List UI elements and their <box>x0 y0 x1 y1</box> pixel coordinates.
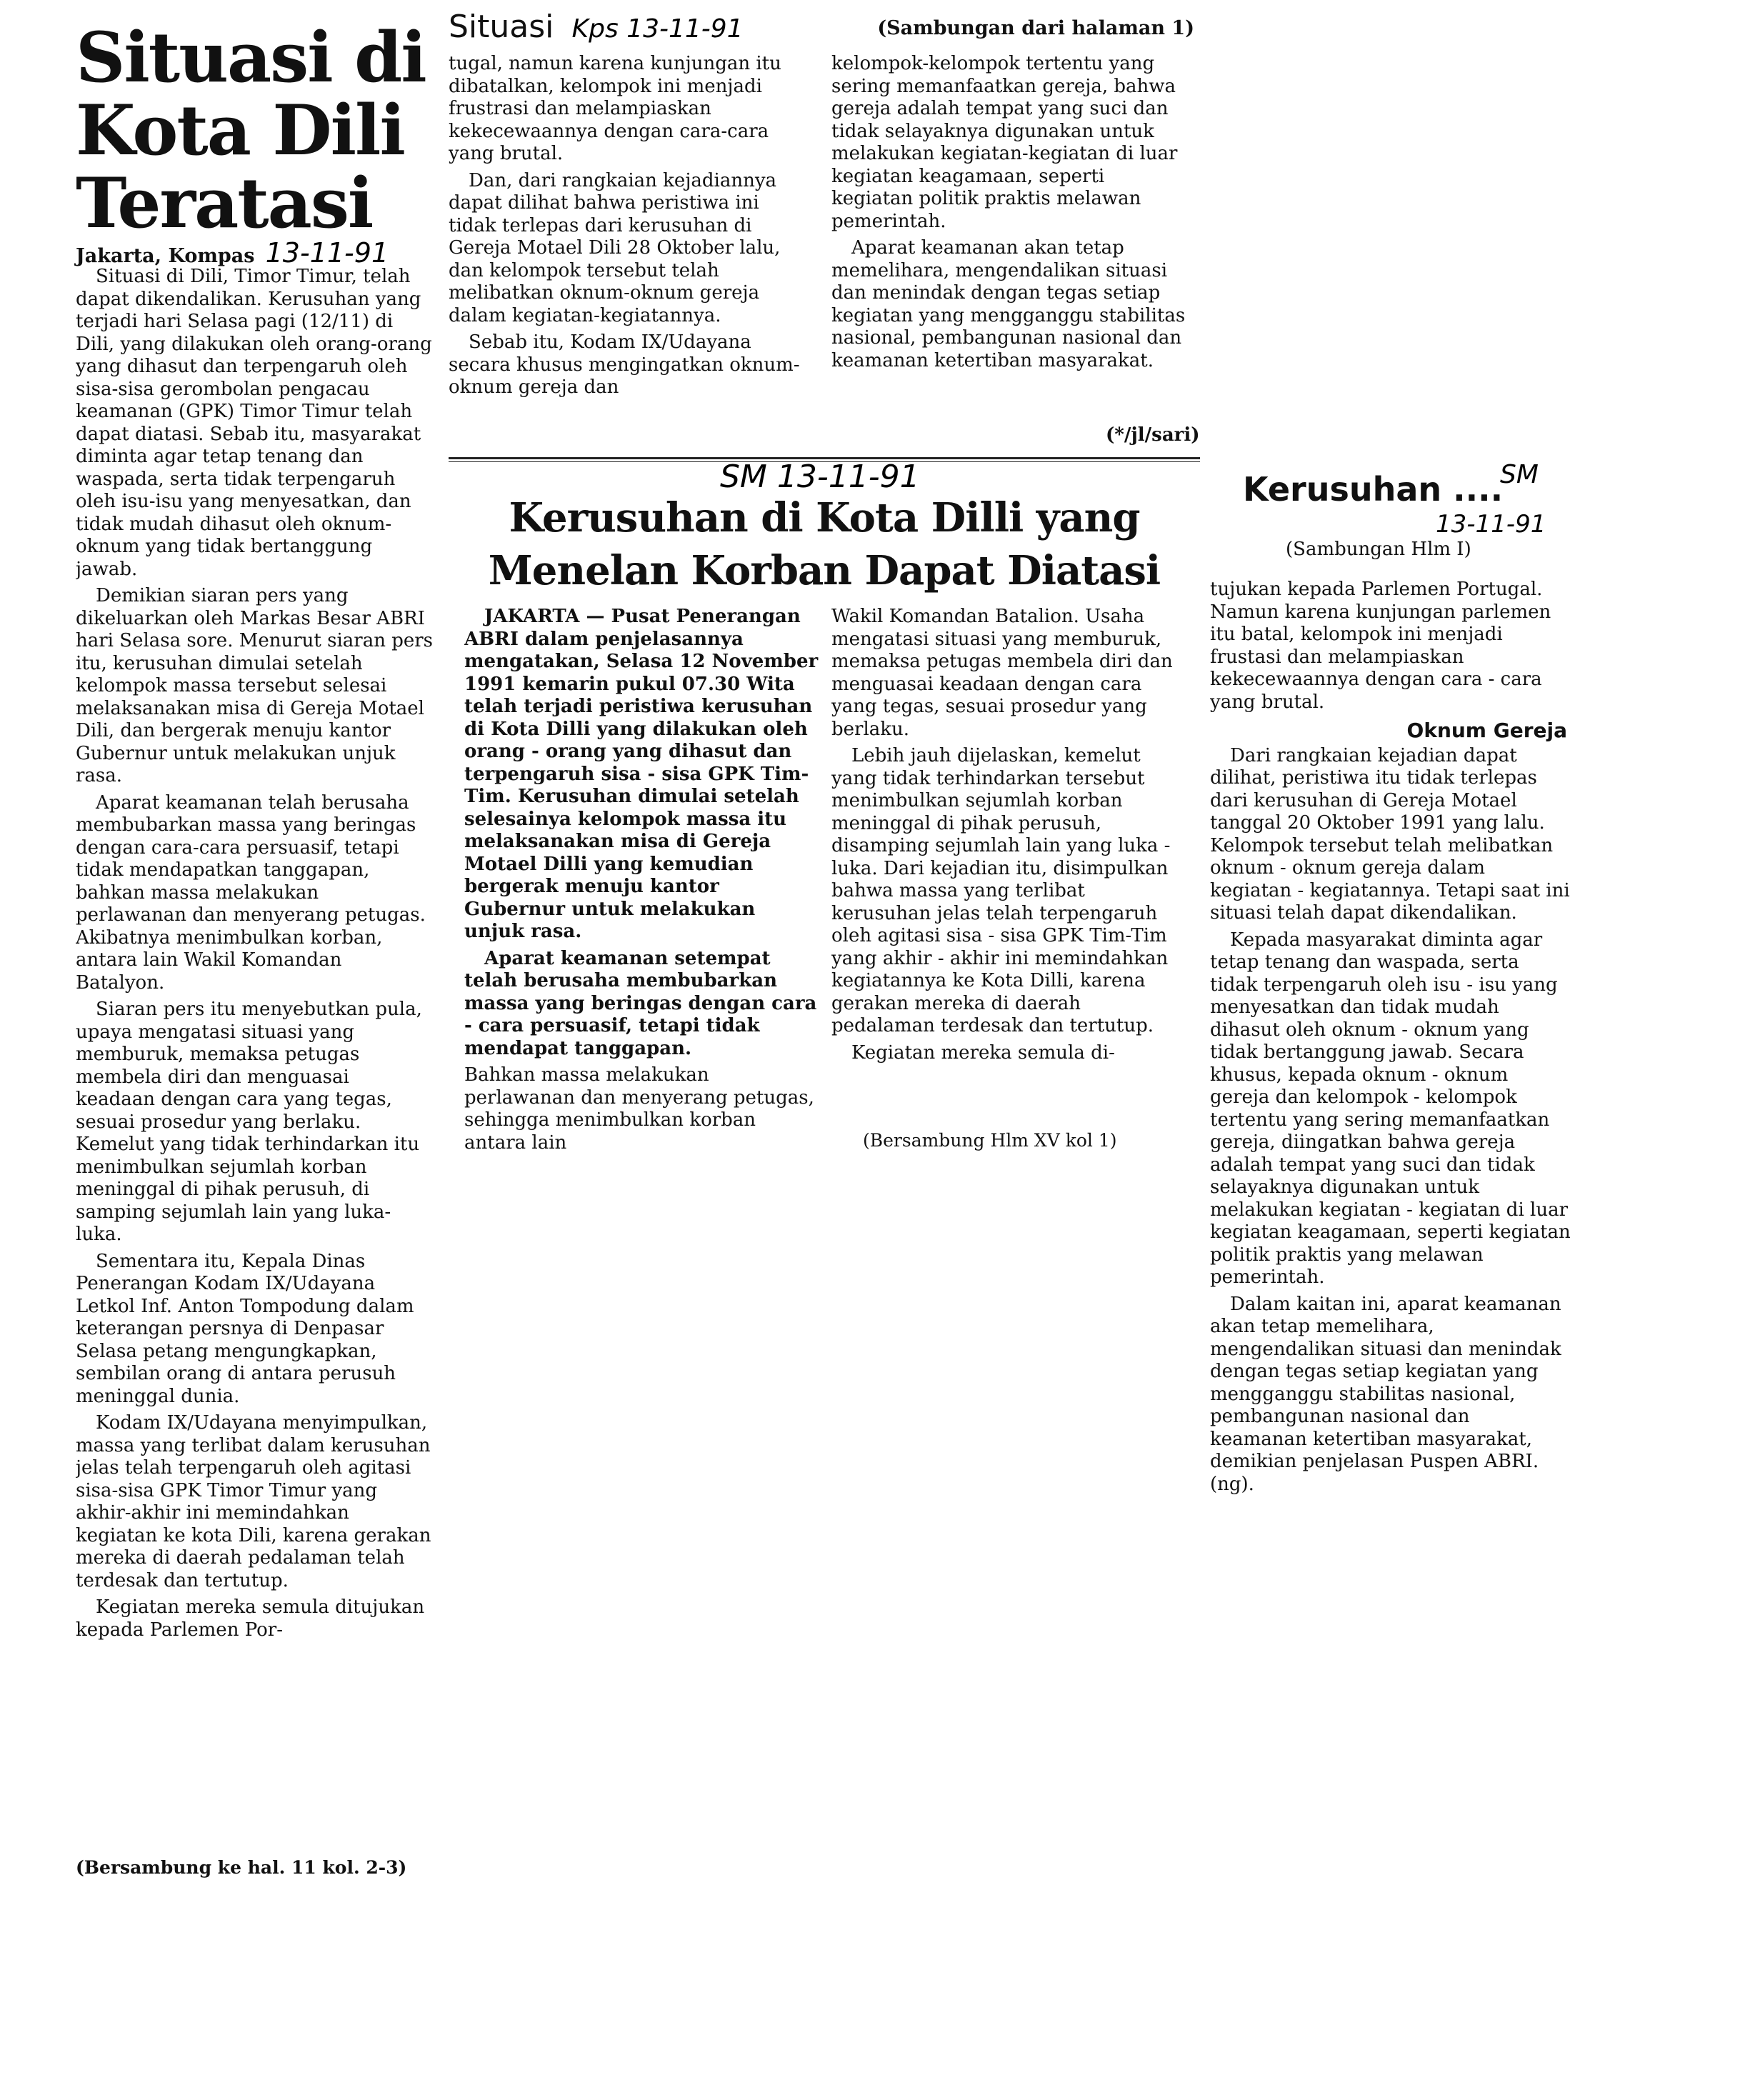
article-2-handwritten-date: Kps 13-11-91 <box>571 14 744 44</box>
article-1-dateline <box>76 237 447 267</box>
article-4 <box>1207 457 1579 1600</box>
subhead: Oknum Gereja <box>1406 719 1567 742</box>
paragraph: Dari rangkaian kejadian dapat dilihat, peristiwa itu tidak terlepas dari kerusuhan di Gereja Motael tanggal 20 Oktober 1991 yang lalu. Kelompok tersebut telah melibatkan oknum - oknum gereja dalam kegiatan - kegiatannya. Tetapi saat ini situasi telah dapat dikendalikan. <box>1210 744 1570 924</box>
paragraph: Aparat keamanan akan tetap memelihara, mengendalikan situasi dan menindak dengan tegas setiap kegiatan yang mengganggu stabilitas nasional, pembangunan nasional dan keamanan ketertiban masyarakat. <box>831 237 1186 371</box>
paragraph: Demikian siaran pers yang dikeluarkan oleh Markas Besar ABRI hari Selasa sore. Menurut siaran pers itu, kerusuhan dimulai setelah kelompok massa tersebut selesai melaksanakan misa di Gereja Motael Dili, dan bergerak menuju kantor Gubernur untuk melakukan unjuk rasa. <box>76 585 433 786</box>
paragraph: Sebab itu, Kodam IX/Udayana secara khusus mengingatkan oknum-oknum gereja dan <box>449 331 800 398</box>
article-3-column-b <box>831 606 1189 1141</box>
paragraph: tugal, namun karena kunjungan itu dibatalkan, kelompok ini menjadi frustrasi dan melampiaskan kekecewaannya dengan cara-cara yang brutal. <box>449 53 781 164</box>
headline-line-1: Situasi di <box>76 17 426 98</box>
article-2-signoff: (*/jl/sari) <box>1106 424 1200 446</box>
article-3-headline <box>449 491 1200 597</box>
paragraph: Kodam IX/Udayana menyimpulkan, massa yang terlibat dalam kerusuhan jelas telah terpengaruh oleh agitasi sisa-sisa GPK Timor Timur yang akhir-akhir ini memindahkan kegiatan ke kota Dili, karena gerakan mereka di daerah pedalaman telah terdesak dan tertutup. <box>76 1412 431 1591</box>
article-4-body <box>1210 579 1571 1593</box>
article-4-header-label: Kerusuhan .... <box>1243 470 1504 509</box>
paragraph: Dan, dari rangkaian kejadiannya dapat dilihat bahwa peristiwa ini tidak terlepas dari kerusuhan di Gereja Motael Dili 28 Oktober lalu, dan kelompok tersebut telah melibatkan oknum-oknum gereja dalam kegiatan-kegiatannya. <box>449 169 781 326</box>
article-2 <box>449 0 1200 450</box>
article-1-headline <box>76 17 433 244</box>
paragraph: tujukan kepada Parlemen Portugal. Namun karena kunjungan parlemen itu batal, kelompok ini menjadi frustasi dan melampiaskan kekecewaannya dengan cara - cara yang brutal. <box>1210 579 1551 713</box>
paragraph: Situasi di Dili, Timor Timur, telah dapat dikendalikan. Kerusuhan yang terjadi hari Selasa pagi (12/11) di Dili, yang dilakukan oleh orang-orang yang dihasut dan terpengaruh oleh sisa-sisa gerombolan pengacau keamanan (GPK) Timor Timur telah dapat diatasi. Sebab itu, masyarakat diminta agar tetap tenang dan waspada, serta tidak terpengaruh oleh isu-isu yang menyesatkan, dan tidak mudah dihasut oleh oknum-oknum yang tidak bertanggung jawab. <box>76 266 432 580</box>
paragraph: Kegiatan mereka semula di- <box>851 1041 1115 1064</box>
paragraph: Kegiatan mereka semula ditujukan kepada Parlemen Por- <box>76 1596 425 1641</box>
article-2-header <box>449 9 1200 50</box>
article-2-header-continued: (Sambungan dari halaman 1) <box>877 17 1194 39</box>
article-4-handwritten-date: 13-11-91 <box>1436 510 1546 539</box>
headline-line-2: Menelan Korban Dapat Diatasi <box>488 547 1161 594</box>
article-1 <box>0 0 443 1893</box>
paragraph: Kepada masyarakat diminta agar tetap tenang dan waspada, serta tidak terpengaruh oleh isu - isu yang menyesatkan dan tidak mudah dihasut oleh oknum - oknum yang tidak bertanggung jawab. Secara khusus, kepada oknum - oknum gereja dan kelompok - kelompok tertentu yang sering memanfaatkan gereja, diingatkan bahwa gereja adalah tempat yang suci dan tidak selayaknya digunakan untuk melakukan kegiatan - kegiatan di luar kegiatan keagamaan, seperti kegiatan politik praktis yang melawan pemerintah. <box>1210 929 1571 1288</box>
dateline-handwritten-date: 13-11-91 <box>265 237 389 269</box>
article-3 <box>449 459 1200 1214</box>
article-3-column-a <box>464 606 821 1177</box>
article-3-continuation: (Bersambung Hlm XV kol 1) <box>863 1130 1117 1151</box>
dateline-text: Jakarta, Kompas <box>76 245 255 267</box>
article-4-handwritten-initials: SM <box>1500 460 1539 489</box>
paragraph: Aparat keamanan telah berusaha membubarkan massa yang beringas dengan cara-cara persuasif, tetapi tidak mendapatkan tanggapan, bahkan massa melakukan perlawanan dan menyerang petugas. Akibatnya menimbulkan korban, antara lain Wakil Komandan Batalyon. <box>76 791 426 994</box>
paragraph: Sementara itu, Kepala Dinas Penerangan Kodam IX/Udayana Letkol Inf. Anton Tompodung dalam keterangan persnya di Denpasar Selasa petang mengungkapkan, sembilan orang di antara perusuh meninggal dunia. <box>76 1250 414 1407</box>
paragraph: Lebih jauh dijelaskan, kemelut yang tidak terhindarkan tersebut menimbulkan sejumlah korban meninggal di pihak perusuh, disamping sejumlah lain yang luka - luka. Dari kejadian itu, disimpulkan bahwa massa yang terlibat kerusuhan jelas telah terpengaruh oleh agitasi sisa - sisa GPK Tim-Tim yang akhir - akhir ini memindahkan kegiatannya ke Kota Dilli, karena gerakan mereka di daerah pedalaman terdesak dan tertutup. <box>831 745 1171 1036</box>
paragraph: Wakil Komandan Batalion. Usaha mengatasi situasi yang memburuk, memaksa petugas membela diri dan menguasai keadaan dengan cara yang tegas, sesuai prosedur yang berlaku. <box>831 606 1173 740</box>
paragraph: Aparat keamanan setempat telah berusaha membubarkan massa yang beringas dengan cara - cara persuasif, tetapi tidak mendapat tanggapan. <box>464 947 817 1059</box>
headline-line-3: Teratasi <box>76 163 373 244</box>
paragraph: kelompok-kelompok tertentu yang sering memanfaatkan gereja, bahwa gereja adalah tempat yang suci dan tidak selayaknya digunakan untuk melakukan kegiatan-kegiatan di luar kegiatan keagamaan, seperti kegiatan politik praktis melawan pemerintah. <box>831 53 1178 232</box>
article-2-header-label: Situasi <box>449 9 554 45</box>
paragraph: Dalam kaitan ini, aparat keamanan akan tetap memelihara, mengendalikan situasi dan menindak dengan tegas setiap kegiatan yang mengganggu stabilitas nasional, pembangunan nasional dan keamanan ketertiban masyarakat, demikian penjelasan Puspen ABRI. (ng). <box>1210 1293 1561 1495</box>
article-4-header-continued: (Sambungan Hlm I) <box>1286 539 1471 560</box>
article-3-handwritten-date: SM 13-11-91 <box>720 459 920 495</box>
article-1-continuation: (Bersambung ke hal. 11 kol. 2-3) <box>76 1857 407 1878</box>
paragraph: Siaran pers itu menyebutkan pula, upaya mengatasi situasi yang memburuk, memaksa petugas membela diri dan menguasai keadaan dengan cara yang tegas, sesuai prosedur yang berlaku. Kemelut yang tidak terhindarkan itu menimbulkan sejumlah korban meninggal di pihak perusuh, di samping sejumlah lain yang luka-luka. <box>76 999 422 1245</box>
headline-line-1: Kerusuhan di Kota Dilli yang <box>509 494 1140 541</box>
paragraph: Bahkan massa melakukan perlawanan dan menyerang petugas, sehingga menimbulkan korban antara lain <box>464 1064 814 1154</box>
article-2-column-a <box>449 53 804 447</box>
article-1-body <box>76 266 433 1851</box>
article-2-column-b <box>831 53 1191 424</box>
headline-line-2: Kota Dili <box>76 90 404 171</box>
paragraph: JAKARTA — Pusat Penerangan ABRI dalam penjelasannya mengatakan, Selasa 12 November 1991 kemarin pukul 07.30 Wita telah terjadi peristiwa kerusuhan di Kota Dilli yang dilakukan oleh orang - orang yang dihasut dan terpengaruh sisa - sisa GPK Tim-Tim. Kerusuhan dimulai setelah selesainya kelompok massa itu melaksanakan misa di Gereja Motael Dilli yang kemudian bergerak menuju kantor Gubernur untuk melakukan unjuk rasa. <box>464 606 819 942</box>
